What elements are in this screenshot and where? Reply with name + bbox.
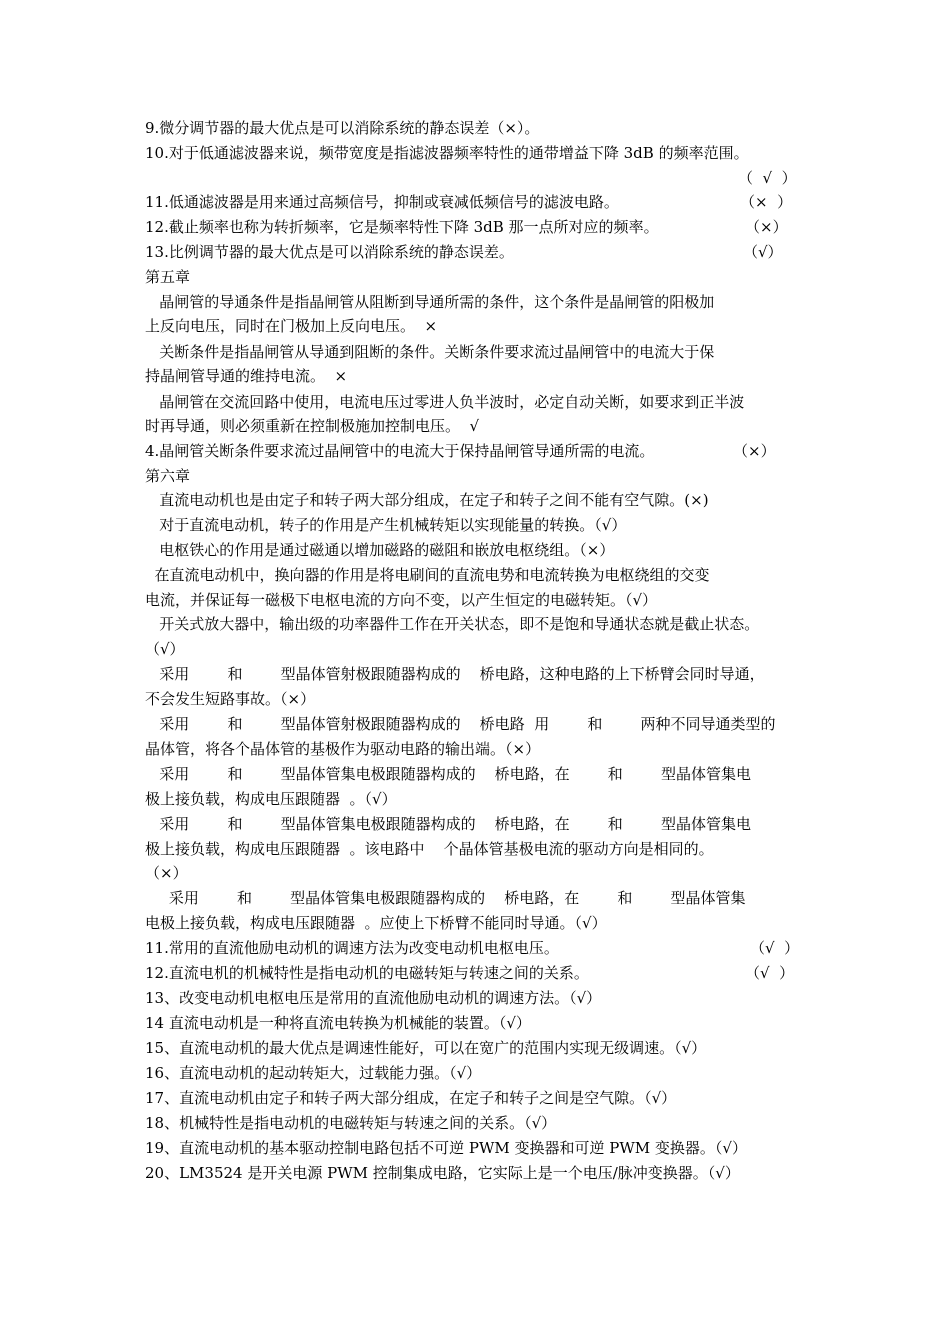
text-line: 20、LM3524 是开关电源 PWM 控制集成电路，它实际上是一个电压/脉冲变换器。（√） [145,1164,740,1182]
text-line: 17、直流电动机由定子和转子两大部分组成，在定子和转子之间是空气隙。（√） [145,1089,677,1107]
text-line: 9.微分调节器的最大优点是可以消除系统的静态误差（×）。 [145,119,540,137]
text-line: 11.低通滤波器是用来通过高频信号，抑制或衰减低频信号的滤波电路。 [145,193,619,211]
chapter-heading: 第六章 [145,467,191,485]
text-line: 12.截止频率也称为转折频率，它是频率特性下降 3dB 那一点所对应的频率。 [145,218,659,236]
text-line: （×） [145,864,188,882]
text-line: 13、改变电动机电枢电压是常用的直流他励电动机的调速方法。（√） [145,989,602,1007]
text-line: 采用 和 型晶体管集电极跟随器构成的 桥电路，在 和 型晶体管集电 [145,765,751,783]
text-line: 电枢铁心的作用是通过磁通以增加磁路的磁阻和嵌放电枢绕组。（×） [145,541,615,559]
answer-mark: （×） [745,218,788,236]
text-line: 极上接负载，构成电压跟随器 。（√） [145,790,397,808]
text-line: 14 直流电动机是一种将直流电转换为机械能的装置。（√） [145,1014,531,1032]
answer-mark: （√ ） [745,964,795,982]
text-line: 15、直流电动机的最大优点是调速性能好，可以在宽广的范围内实现无级调速。（√） [145,1039,707,1057]
text-line: 13.比例调节器的最大优点是可以消除系统的静态误差。 [145,243,514,261]
text-line: 4.晶闸管关断条件要求流过晶闸管中的电流大于保持晶闸管导通所需的电流。 [145,442,655,460]
answer-mark: （× ） [740,193,793,211]
text-line: 在直流电动机中，换向器的作用是将电刷间的直流电势和电流转换为电枢绕组的交变 [145,566,710,584]
text-line: 18、机械特性是指电动机的电磁转矩与转速之间的关系。（√） [145,1114,557,1132]
answer-mark: （ √ ） [738,169,797,187]
text-line: （√） [145,640,185,658]
text-line: 电流，并保证每一磁极下电枢电流的方向不变，以产生恒定的电磁转矩。（√） [145,591,658,609]
text-line: 19、直流电动机的基本驱动控制电路包括不可逆 PWM 变换器和可逆 PWM 变换器。（√） [145,1139,747,1157]
text-line: 持晶闸管导通的维持电流。 × [145,367,348,385]
text-line: 极上接负载，构成电压跟随器 。该电路中 个晶体管基极电流的驱动方向是相同的。 [145,840,714,858]
text-line: 16、直流电动机的起动转矩大，过载能力强。（√） [145,1064,482,1082]
text-line: 12.直流电机的机械特性是指电动机的电磁转矩与转速之间的关系。 [145,964,589,982]
text-line: 电极上接负载，构成电压跟随器 。应使上下桥臂不能同时导通。（√） [145,914,607,932]
text-line: 10.对于低通滤波器来说，频带宽度是指滤波器频率特性的通带增益下降 3dB 的频率范围。 [145,144,749,162]
text-line: 不会发生短路事故。（×） [145,690,316,708]
text-line: 晶体管，将各个晶体管的基极作为驱动电路的输出端。（×） [145,740,541,758]
text-line: 采用 和 型晶体管射极跟随器构成的 桥电路，这种电路的上下桥臂会同时导通， [145,665,765,683]
text-line: 晶闸管在交流回路中使用，电流电压过零进人负半波时，必定自动关断，如要求到正半波 [145,393,745,411]
text-line: 采用 和 型晶体管集电极跟随器构成的 桥电路，在 和 型晶体管集 [145,889,746,907]
answer-mark: （√ ） [750,939,800,957]
text-line: 采用 和 型晶体管射极跟随器构成的 桥电路 用 和 两种不同导通类型的 [145,715,776,733]
text-line: 采用 和 型晶体管集电极跟随器构成的 桥电路，在 和 型晶体管集电 [145,815,751,833]
text-line: 关断条件是指晶闸管从导通到阻断的条件。关断条件要求流过晶闸管中的电流大于保 [145,343,715,361]
text-line: 开关式放大器中，输出级的功率器件工作在开关状态，即不是饱和导通状态就是截止状态。 [145,615,760,633]
text-line: 直流电动机也是由定子和转子两大部分组成，在定子和转子之间不能有空气隙。(×) [145,491,709,509]
answer-mark: （×） [733,442,776,460]
text-line: 11.常用的直流他励电动机的调速方法为改变电动机电枢电压。 [145,939,559,957]
text-line: 时再导通，则必须重新在控制极施加控制电压。 √ [145,417,480,435]
answer-mark: （√） [743,243,783,261]
chapter-heading: 第五章 [145,268,191,286]
text-line: 晶闸管的导通条件是指晶闸管从阻断到导通所需的条件，这个条件是晶闸管的阳极加 [145,293,715,311]
text-line: 对于直流电动机，转子的作用是产生机械转矩以实现能量的转换。（√） [145,516,627,534]
text-line: 上反向电压，同时在门极加上反向电压。 × [145,317,438,335]
